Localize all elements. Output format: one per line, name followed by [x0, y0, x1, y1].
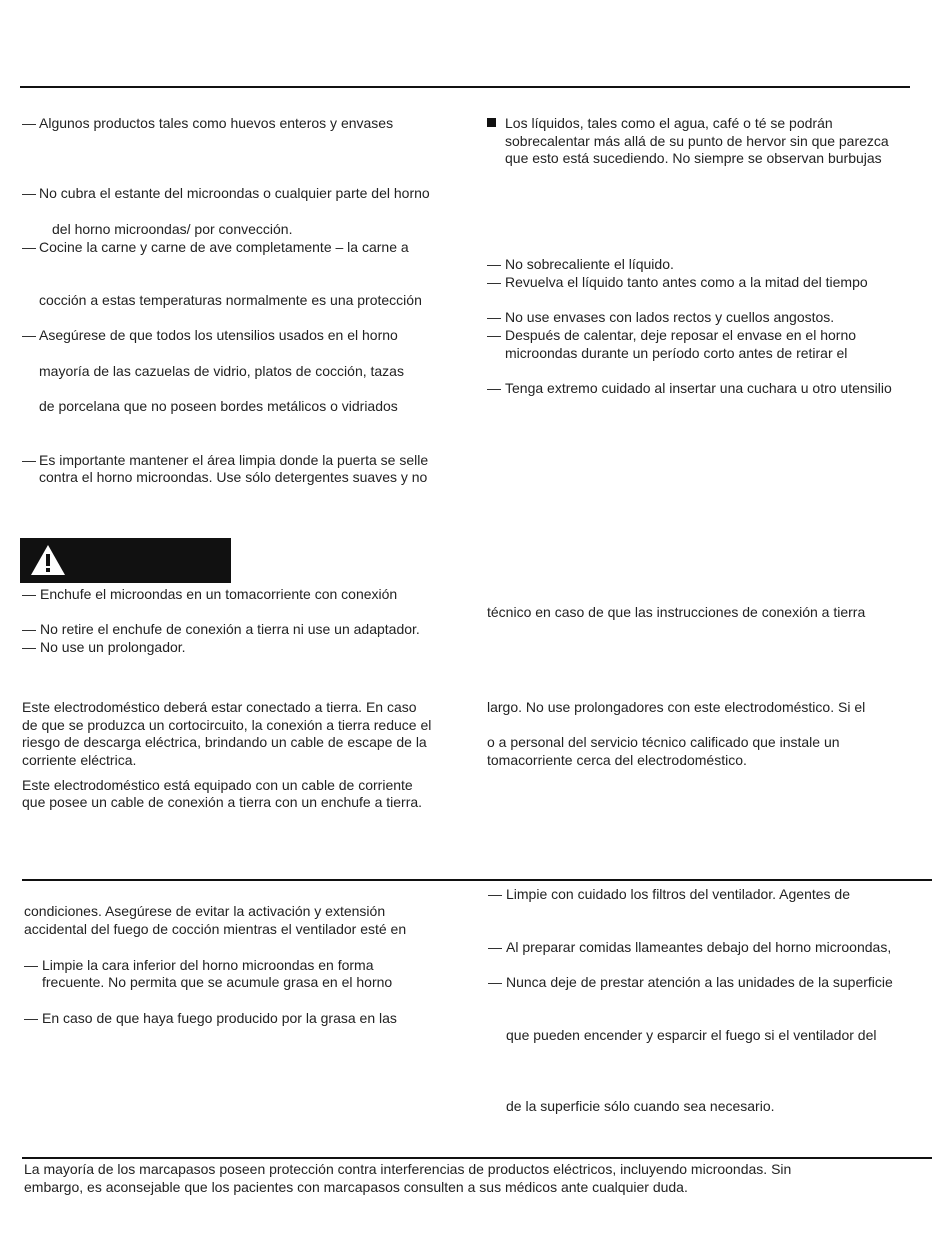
paragraph-line: que posee un cable de conexión a tierra con un enchufe a tierra. — [22, 794, 423, 810]
dash-marker: — — [22, 621, 36, 637]
dash-marker: — — [24, 1010, 38, 1026]
list-item: No sobrecaliente el líquido. — [505, 256, 674, 272]
list-item: Nunca deje de prestar atención a las unidades de la superficie — [506, 974, 893, 990]
footer-line: La mayoría de los marcapasos poseen protección contra interferencias de productos eléctricos, incluyendo microondas. Sin — [24, 1161, 792, 1177]
list-item-continuation: contra el horno microondas. Use sólo detergentes suaves y no — [39, 469, 428, 485]
dash-marker: — — [22, 327, 36, 343]
list-item: Limpie la cara inferior del horno microondas en forma — [42, 957, 374, 973]
list-item: Limpie con cuidado los filtros del ventilador. Agentes de — [506, 886, 850, 902]
dash-marker: — — [488, 939, 502, 955]
bullet-text: sobrecalentar más allá de su punto de hervor sin que parezca — [505, 133, 889, 149]
list-item: Al preparar comidas llameantes debajo del horno microondas, — [506, 939, 892, 955]
list-item-continuation: del horno microondas/ por convección. — [52, 221, 293, 237]
paragraph-line: Este electrodoméstico deberá estar conectado a tierra. En caso — [22, 699, 417, 715]
dash-marker: — — [22, 115, 36, 131]
list-item: Asegúrese de que todos los utensilios usados en el horno — [39, 327, 398, 343]
list-item-continuation: cocción a estas temperaturas normalmente es una protección — [39, 292, 422, 308]
paragraph-line: corriente eléctrica. — [22, 752, 137, 768]
list-item: Tenga extremo cuidado al insertar una cuchara u otro utensilio — [505, 380, 892, 396]
paragraph-line: largo. No use prolongadores con este electrodoméstico. Si el — [487, 699, 866, 715]
paragraph-line: accidental del fuego de cocción mientras el ventilador esté en — [24, 921, 407, 937]
list-item: Después de calentar, deje reposar el envase en el horno — [505, 327, 857, 343]
dash-marker: — — [22, 639, 36, 655]
list-item-continuation: microondas durante un período corto antes de retirar el — [505, 345, 848, 361]
paragraph-line: o a personal del servicio técnico calificado que instale un — [487, 734, 840, 750]
dash-marker: — — [22, 586, 36, 602]
warning-triangle-icon — [30, 544, 66, 576]
dash-marker: — — [488, 886, 502, 902]
list-item: No use un prolongador. — [40, 639, 186, 655]
paragraph-line: Este electrodoméstico está equipado con un cable de corriente — [22, 777, 413, 793]
list-item-continuation: de porcelana que no poseen bordes metálicos o vidriados — [39, 398, 398, 414]
fire-section-rule — [22, 879, 932, 881]
list-item: En caso de que haya fuego producido por la grasa en las — [42, 1010, 397, 1026]
dash-marker: — — [487, 274, 501, 290]
list-item: Cocine la carne y carne de ave completamente – la carne a — [39, 239, 409, 255]
list-item: No retire el enchufe de conexión a tierra ni use un adaptador. — [40, 621, 420, 637]
dash-marker: — — [487, 327, 501, 343]
dash-marker: — — [22, 185, 36, 201]
list-item: No cubra el estante del microondas o cualquier parte del horno — [39, 185, 430, 201]
list-item: No use envases con lados rectos y cuellos angostos. — [505, 309, 835, 325]
square-bullet-icon — [487, 118, 496, 127]
list-item-continuation: mayoría de las cazuelas de vidrio, platos de cocción, tazas — [39, 363, 404, 379]
footer-line: embargo, es aconsejable que los pacientes con marcapasos consulten a sus médicos ante cualquier duda. — [24, 1179, 688, 1195]
list-item-continuation: que pueden encender y esparcir el fuego si el ventilador del — [506, 1027, 877, 1043]
dash-marker: — — [24, 957, 38, 973]
paragraph-line: tomacorriente cerca del electrodoméstico. — [487, 752, 747, 768]
list-item: Es importante mantener el área limpia donde la puerta se selle — [39, 452, 429, 468]
list-item-continuation: de la superficie sólo cuando sea necesario. — [506, 1098, 775, 1114]
dash-marker: — — [487, 256, 501, 272]
bullet-text: Los líquidos, tales como el agua, café o té se podrán — [505, 115, 833, 131]
dash-marker: — — [22, 239, 36, 255]
list-item: Algunos productos tales como huevos enteros y envases — [39, 115, 394, 131]
dash-marker: — — [487, 309, 501, 325]
list-item-continuation: frecuente. No permita que se acumule grasa en el horno — [42, 974, 393, 990]
warning-right-text: técnico en caso de que las instrucciones de conexión a tierra — [487, 604, 866, 620]
paragraph-line: de que se produzca un cortocircuito, la conexión a tierra reduce el — [22, 717, 432, 733]
paragraph-line: condiciones. Asegúrese de evitar la activación y extensión — [24, 903, 386, 919]
dash-marker: — — [488, 974, 502, 990]
paragraph-line: riesgo de descarga eléctrica, brindando un cable de escape de la — [22, 734, 427, 750]
footer-rule — [22, 1157, 932, 1159]
list-item: Revuelva el líquido tanto antes como a la mitad del tiempo — [505, 274, 868, 290]
warning-header-bar — [20, 538, 231, 583]
top-rule — [20, 86, 910, 88]
list-item: Enchufe el microondas en un tomacorriente con conexión — [40, 586, 398, 602]
dash-marker: — — [22, 452, 36, 468]
dash-marker: — — [487, 380, 501, 396]
bullet-text: que esto está sucediendo. No siempre se observan burbujas — [505, 150, 882, 166]
